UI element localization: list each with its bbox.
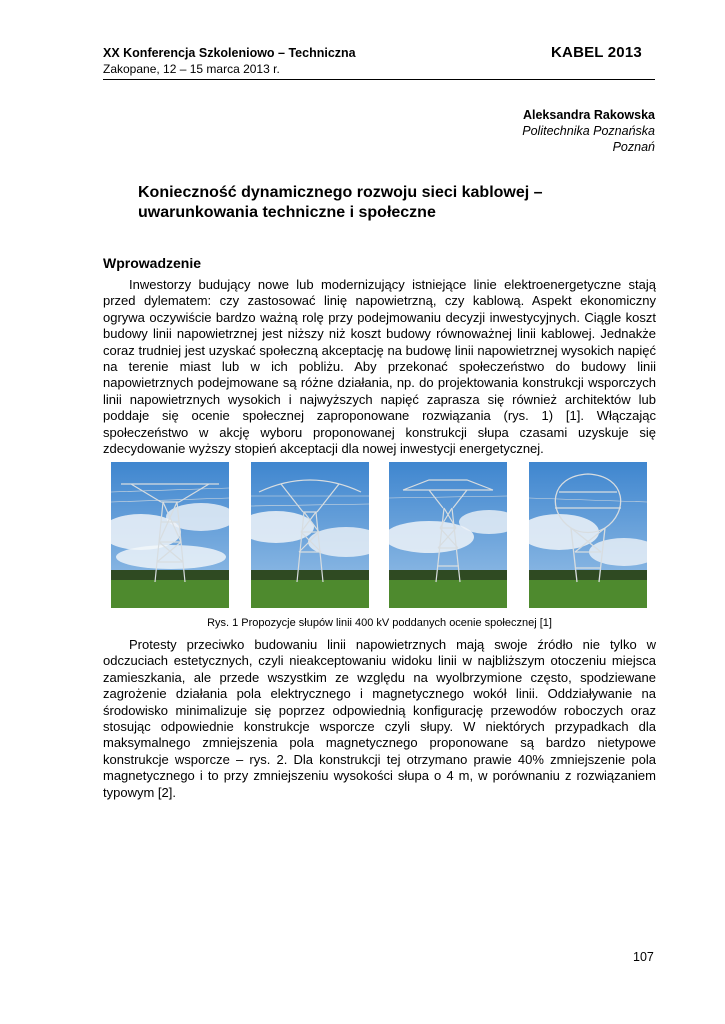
author-affiliation: Politechnika Poznańska [522,124,655,138]
pylon-photo-2 [251,462,369,608]
section-heading: Wprowadzenie [103,255,202,271]
header-divider [103,79,655,80]
pylon-photo-3 [389,462,507,608]
author-city: Poznań [612,140,655,154]
paper-title-line-2: uwarunkowania techniczne i społeczne [138,204,436,221]
figure-caption: Rys. 1 Propozycje słupów linii 400 kV poddanych ocenie społecznej [1] [207,617,552,629]
pylon-photo-4 [529,462,647,608]
paragraph-intro: Inwestorzy budujący nowe lub modernizujący istniejące linie elektroenergetyczne stają przed dylematem: czy zastosować linię napowietrzną, czy kablową. Aspekt ekonomiczny ogrywa oczywiście bardzo ważną rolę przy podejmowaniu decyzji inwestycyjnych. Ciągle koszt budowy linii napowietrznej jest niższy niż koszt budowy równoważnej linii kablowej. Jednakże coraz trudniej jest uzyskać społeczną akceptację na budowę linii napowietrznej wysokich napięć na terenie miast lub w ich pobliżu. Aby przekonać społeczeństwo do budowy linii napowietrznych podejmowane są różne działania, np. do projektowania konstrukcji wsporczych linii napowietrznych wysokich i najwyższych napięć zaprasza się również architektów lub poddaje się ocenie społecznej zaproponowane rozwiązania (rys. 1) [1]. Włączając społeczeństwo w akcję wyboru proponowanej konstrukcji słupa czasami uzyskuje się zdecydowanie wyższy stopień akceptacji dla nowej inwestycji energetycznej. [103,277,656,457]
author-block [522,107,655,155]
paragraph-protests: Protesty przeciwko budowaniu linii napowietrznych mają swoje źródło nie tylko w odczuciach estetycznych, czyli nieakceptowaniu widoku linii w najbliższym otoczeniu miejsca zamieszkania, ale przede wszystkim ze względu na wyolbrzymione często, spodziewane zagrożenie działania pola elektrycznego i magnetycznego wokół linii. Oddziaływanie na środowisko minimalizuje się poprzez odpowiednią konfigurację przewodów roboczych oraz stosując odpowiednie konstrukcje wsporcze czyli słupy. W niektórych przypadkach dla maksymalnego zmniejszenia pola magnetycznego proponowane są bardzo nietypowe konstrukcje wsporcze – rys. 2. Dla konstrukcji tej otrzymano prawie 40% zmniejszenie pola magnetycznego i to przy zmniejszeniu wysokości słupa o 4 m, w porównaniu z rozwiązaniem typowym [2]. [103,637,656,800]
author-name: Aleksandra Rakowska [522,108,655,122]
paper-title [138,183,638,223]
paper-title-line-1: Konieczność dynamicznego rozwoju sieci kablowej – [138,184,543,201]
conference-title: XX Konferencja Szkoleniowo – Techniczna [103,46,356,60]
figure-pylons [111,462,651,608]
page-number: 107 [633,950,654,964]
pylon-photo-1 [111,462,229,608]
conference-brand: KABEL 2013 [551,44,642,61]
conference-place-date: Zakopane, 12 – 15 marca 2013 r. [103,62,280,76]
